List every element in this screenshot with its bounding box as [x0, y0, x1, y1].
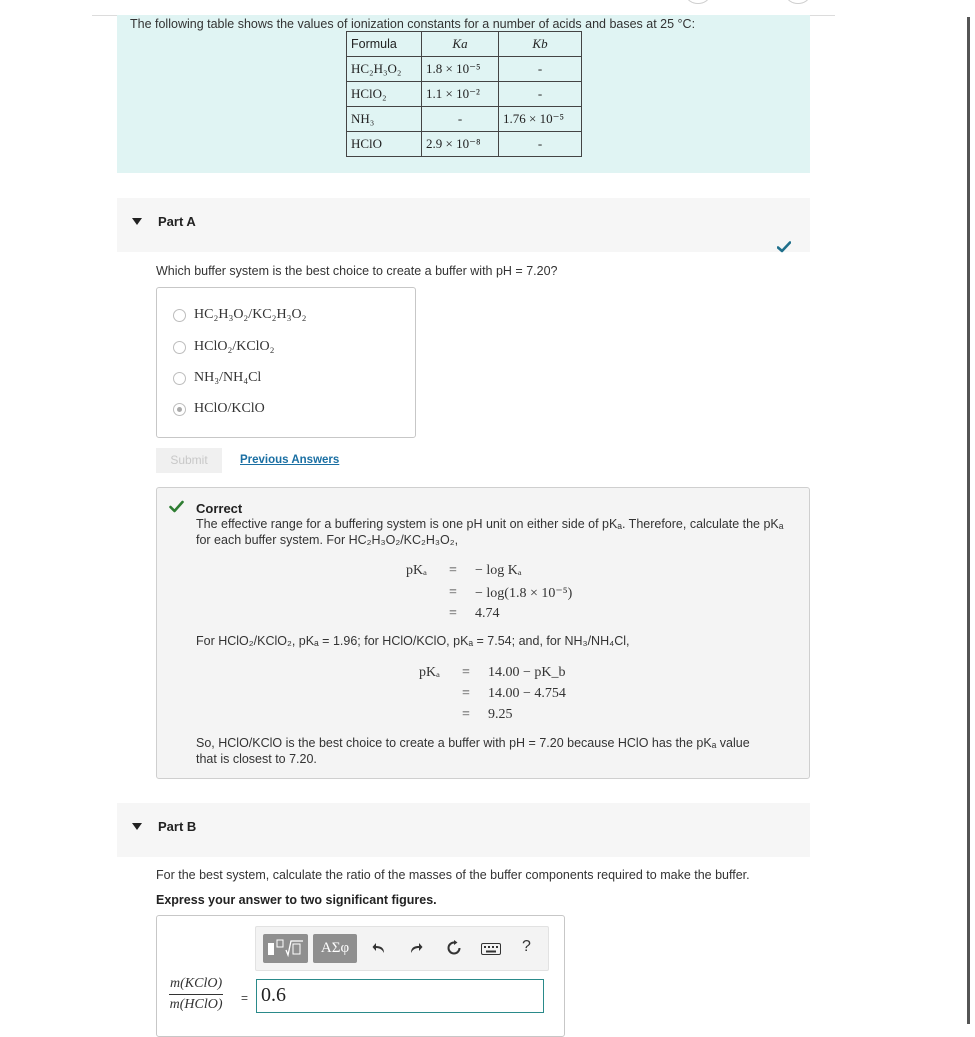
table-row: [347, 132, 582, 157]
radio-button[interactable]: [173, 372, 186, 385]
option-label: HC₂H₃O₂/KC₂H₃O₂: [194, 307, 307, 322]
equation-row: 4.74: [475, 606, 500, 621]
option-ammonia[interactable]: [173, 369, 261, 387]
redo-icon[interactable]: [409, 941, 423, 955]
equals-sign: =: [241, 991, 249, 1005]
answer-options: [156, 287, 416, 438]
equation-equals: =: [449, 563, 457, 578]
equation-lhs: pKₐ: [419, 665, 440, 680]
table-row: [347, 107, 582, 132]
scrollbar[interactable]: [967, 17, 970, 1024]
equation-equals: =: [462, 707, 470, 722]
feedback-text: For HClO₂/KClO₂, pKₐ = 1.96; for HClO/KClO, pKₐ = 7.54; and, for NH₃/NH₄Cl,: [196, 634, 630, 648]
option-label: HClO₂/KClO₂: [194, 339, 275, 354]
equation-lhs: pKₐ: [406, 563, 427, 578]
equation-equals: =: [449, 606, 457, 621]
part-b-title: Part B: [158, 819, 197, 834]
option-hypochlorous[interactable]: [173, 400, 265, 418]
equation-row: 14.00 − pK_b: [488, 665, 566, 680]
feedback-box: [156, 487, 810, 779]
radio-button[interactable]: [173, 309, 186, 322]
option-label: NH₃/NH₄Cl: [194, 370, 262, 385]
submit-button[interactable]: Submit: [156, 448, 222, 473]
feedback-text: So, HClO/KClO is the best choice to create a buffer with pH = 7.20 because HClO has the pKₐ value: [196, 736, 750, 750]
intro-text: The following table shows the values of ionization constants for a number of acids and bases at 25 °C:: [130, 17, 696, 31]
top-circle-partial: [786, 0, 810, 4]
equation-equals: =: [462, 665, 470, 680]
cell-kb: -: [499, 132, 582, 157]
equation-equals: =: [449, 585, 457, 600]
collapse-triangle-icon[interactable]: [132, 218, 142, 225]
greek-symbols-button[interactable]: ΑΣφ: [313, 934, 357, 963]
answer-input[interactable]: 0.6: [256, 979, 544, 1013]
cell-kb: 1.76 × 10⁻⁵: [499, 107, 582, 132]
ionization-table: [346, 31, 582, 157]
radio-button-selected[interactable]: [173, 403, 186, 416]
table-header-row: [347, 32, 582, 57]
radio-button[interactable]: [173, 341, 186, 354]
reset-icon[interactable]: [446, 940, 462, 956]
keyboard-icon[interactable]: [481, 943, 501, 955]
feedback-title: Correct: [196, 501, 243, 516]
feedback-text: The effective range for a buffering system is one pH unit on either side of pKₐ. Therefore, calculate the pKₐ: [196, 517, 784, 531]
feedback-text: for each buffer system. For HC₂H₃O₂/KC₂H₃O₂,: [196, 533, 459, 547]
top-circle-partial: [686, 0, 710, 4]
fraction-denominator: m(HClO): [169, 997, 223, 1012]
cell-kb: -: [499, 57, 582, 82]
fraction-numerator: m(KClO): [169, 976, 223, 995]
equation-row: − log(1.8 × 10⁻⁵): [475, 586, 573, 601]
undo-icon[interactable]: [372, 941, 386, 955]
equation-row: 14.00 − 4.754: [488, 686, 566, 701]
option-label: HClO/KClO: [194, 401, 265, 416]
correct-check-icon: [777, 241, 791, 253]
collapse-triangle-icon[interactable]: [132, 823, 142, 830]
cell-kb: -: [499, 82, 582, 107]
table-row: [347, 82, 582, 107]
option-chlorous[interactable]: [173, 338, 275, 356]
answer-box: [156, 915, 565, 1037]
cell-formula: HClO: [347, 132, 422, 157]
equation-equals: =: [462, 686, 470, 701]
header-kb: Kb: [499, 32, 582, 57]
math-template-icon: [263, 934, 308, 963]
option-acetic[interactable]: [173, 306, 307, 324]
part-a-title: Part A: [158, 214, 196, 229]
header-ka: Ka: [422, 32, 499, 57]
cell-ka: 1.1 × 10⁻²: [422, 82, 499, 107]
part-b-question: For the best system, calculate the ratio of the masses of the buffer components required to make the buffer.: [156, 868, 750, 882]
mass-ratio-label: [169, 976, 223, 1013]
templates-button[interactable]: [263, 934, 308, 963]
help-button[interactable]: ?: [522, 938, 531, 955]
cell-ka: 1.8 × 10⁻⁵: [422, 57, 499, 82]
equation-row: − log Kₐ: [475, 563, 522, 578]
part-b-header[interactable]: [117, 803, 810, 857]
header-formula: Formula: [347, 32, 422, 57]
part-a-header[interactable]: [117, 198, 810, 252]
cell-ka: 2.9 × 10⁻⁸: [422, 132, 499, 157]
feedback-text: that is closest to 7.20.: [196, 752, 317, 766]
correct-check-icon: [169, 500, 184, 513]
table-row: [347, 57, 582, 82]
cell-formula: HClO₂: [347, 82, 422, 107]
part-b-instruction: Express your answer to two significant figures.: [156, 893, 437, 907]
part-a-question: Which buffer system is the best choice to create a buffer with pH = 7.20?: [156, 264, 558, 278]
cell-formula: NH₃: [347, 107, 422, 132]
previous-answers-link[interactable]: Previous Answers: [240, 454, 340, 466]
cell-ka: -: [422, 107, 499, 132]
equation-row: 9.25: [488, 707, 513, 722]
cell-formula: HC₂H₃O₂: [347, 57, 422, 82]
math-toolbar: [255, 926, 549, 971]
intro-panel: [117, 15, 810, 173]
